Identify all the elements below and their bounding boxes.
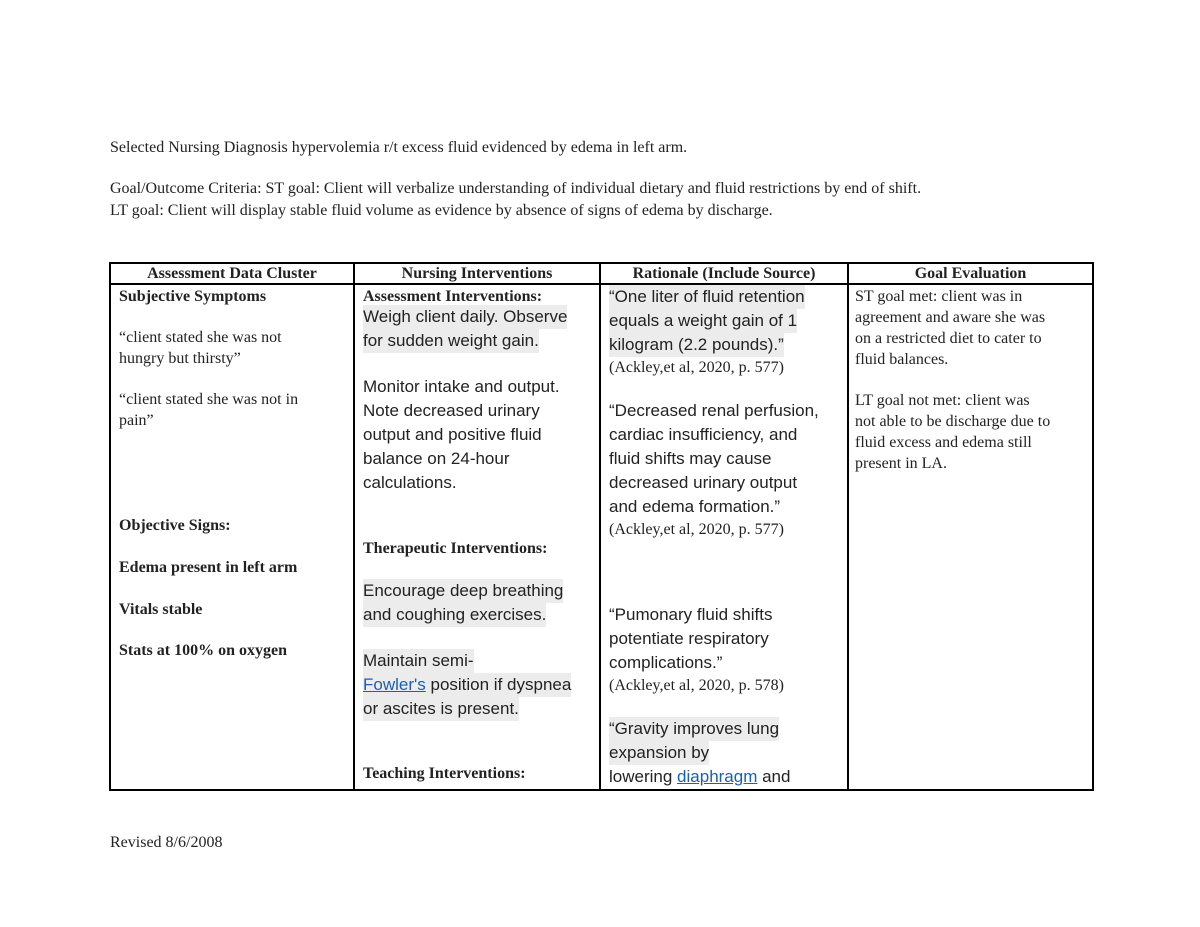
rationale-2-line1: “Decreased renal perfusion, xyxy=(609,401,819,420)
intervention-fowler-line2 xyxy=(363,673,571,697)
fowler-line2-text: position if dyspnea xyxy=(425,675,572,694)
intervention-weigh-line1: Weigh client daily. Observe xyxy=(363,305,567,329)
rationale-2-line2: cardiac insufficiency, and xyxy=(609,425,798,444)
table-header-row xyxy=(110,263,1093,284)
rationale-4-line3 xyxy=(609,765,790,788)
rationale-4-pre: lowering xyxy=(609,767,678,786)
lt-eval-line4: present in LA. xyxy=(855,455,947,472)
lt-eval-line2: not able to be discharge due to xyxy=(855,413,1051,430)
rationale-2-source: (Ackley,et al, 2020, p. 577) xyxy=(609,521,784,538)
rationale-1-source: (Ackley,et al, 2020, p. 577) xyxy=(609,359,784,376)
header-interventions: Nursing Interventions xyxy=(354,263,600,284)
objective-sign-edema: Edema present in left arm xyxy=(119,559,298,576)
intervention-fowler-line3: or ascites is present. xyxy=(363,697,519,721)
assessment-interventions-heading: Assessment Interventions: xyxy=(363,288,543,305)
intervention-monitor-line5: calculations. xyxy=(363,473,457,492)
objective-heading: Objective Signs: xyxy=(119,517,231,534)
fowlers-link[interactable]: Fowler's xyxy=(363,675,426,694)
goal-outcome-lt: LT goal: Client will display stable fluid volume as evidence by absence of signs of edema by discharge. xyxy=(110,202,773,219)
rationale-4-line1: “Gravity improves lung xyxy=(609,717,779,741)
intervention-monitor-line1: Monitor intake and output. xyxy=(363,377,560,396)
rationale-3-line3: complications.” xyxy=(609,653,723,672)
evaluation-cell xyxy=(848,284,1093,790)
rationale-3-source: (Ackley,et al, 2020, p. 578) xyxy=(609,677,784,694)
rationale-2-line5: and edema formation.” xyxy=(609,497,781,516)
nursing-diagnosis: Selected Nursing Diagnosis hypervolemia r/t excess fluid evidenced by edema in left arm. xyxy=(110,139,688,156)
header-evaluation: Goal Evaluation xyxy=(848,263,1093,284)
st-eval-line1: ST goal met: client was in xyxy=(855,288,1023,305)
intervention-weigh-line2: for sudden weight gain. xyxy=(363,329,539,353)
rationale-4-line2: expansion by xyxy=(609,741,709,765)
intervention-breathing-line1: Encourage deep breathing xyxy=(363,579,563,603)
rationale-4-post: and xyxy=(757,767,791,786)
rationale-1-line2: equals a weight gain of 1 xyxy=(609,309,797,333)
rationale-3-line1: “Pumonary fluid shifts xyxy=(609,605,773,624)
lt-eval-line1: LT goal not met: client was xyxy=(855,392,1030,409)
header-rationale: Rationale (Include Source) xyxy=(600,263,848,284)
rationale-1-line1: “One liter of fluid retention xyxy=(609,285,805,309)
care-plan-table xyxy=(109,262,1094,791)
header-assessment: Assessment Data Cluster xyxy=(110,263,354,284)
assessment-cell xyxy=(110,284,354,790)
subjective-quote-2-line2: pain” xyxy=(119,412,154,429)
goal-outcome-st: Goal/Outcome Criteria: ST goal: Client will verbalize understanding of individual dietary and fluid restrictions by end of shift. xyxy=(110,180,922,197)
intervention-breathing-line2: and coughing exercises. xyxy=(363,603,546,627)
intervention-monitor-line3: output and positive fluid xyxy=(363,425,542,444)
revised-date: Revised 8/6/2008 xyxy=(110,834,223,851)
objective-sign-oxygen: Stats at 100% on oxygen xyxy=(119,642,288,659)
subjective-quote-1-line1: “client stated she was not xyxy=(119,329,282,346)
st-eval-line4: fluid balances. xyxy=(855,351,949,368)
rationale-2-line4: decreased urinary output xyxy=(609,473,798,492)
intervention-monitor-line2: Note decreased urinary xyxy=(363,401,540,420)
subjective-heading: Subjective Symptoms xyxy=(119,288,267,305)
table-row xyxy=(110,284,1093,790)
intervention-monitor-line4: balance on 24-hour xyxy=(363,449,510,468)
therapeutic-interventions-heading: Therapeutic Interventions: xyxy=(363,540,548,557)
diaphragm-link[interactable]: diaphragm xyxy=(677,767,758,786)
rationale-3-line2: potentiate respiratory xyxy=(609,629,769,648)
teaching-interventions-heading: Teaching Interventions: xyxy=(363,765,526,782)
lt-eval-line3: fluid excess and edema still xyxy=(855,434,1032,451)
rationale-2-line3: fluid shifts may cause xyxy=(609,449,772,468)
intervention-fowler-line1: Maintain semi- xyxy=(363,649,474,673)
subjective-quote-1-line2: hungry but thirsty” xyxy=(119,350,241,367)
interventions-cell xyxy=(354,284,600,790)
rationale-cell xyxy=(600,284,848,790)
objective-sign-vitals: Vitals stable xyxy=(119,601,203,618)
st-eval-line2: agreement and aware she was xyxy=(855,309,1046,326)
rationale-1-line3: kilogram (2.2 pounds).” xyxy=(609,333,784,357)
subjective-quote-2-line1: “client stated she was not in xyxy=(119,391,299,408)
st-eval-line3: on a restricted diet to cater to xyxy=(855,330,1042,347)
